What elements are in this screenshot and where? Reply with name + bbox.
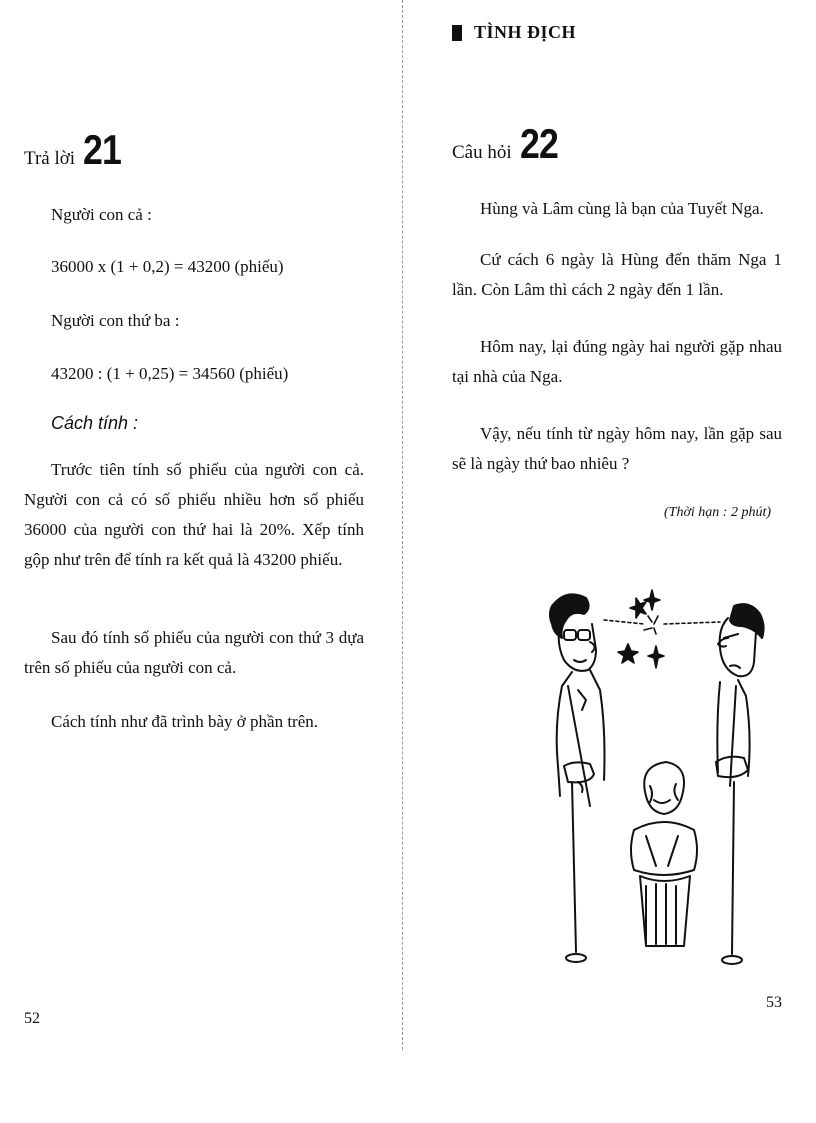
woman-figure bbox=[631, 762, 697, 946]
question-paragraph-2: Cứ cách 6 ngày là Hùng đến thăm Nga 1 lần. Còn Lâm thì cách 2 ngày đến 1 lần. bbox=[452, 250, 782, 299]
time-limit-note: (Thời hạn : 2 phút) bbox=[664, 505, 772, 520]
left-man-figure bbox=[550, 594, 605, 962]
method-paragraph-2: Sau đó tính số phiếu của người con thứ 3 dựa trên số phiếu của người con cả. bbox=[24, 628, 364, 677]
section-title bbox=[452, 22, 576, 43]
question-paragraph-3: Hôm nay, lại đúng ngày hai người gặp nhau tại nhà của Nga. bbox=[452, 337, 782, 386]
right-man-figure bbox=[716, 604, 764, 964]
third-child-formula: 43200 : (1 + 0,25) = 34560 (phiếu) bbox=[51, 364, 289, 383]
answer-heading-label: Trả lời bbox=[24, 148, 76, 169]
section-bullet-icon bbox=[452, 25, 462, 41]
eldest-child-formula: 36000 x (1 + 0,2) = 43200 (phiếu) bbox=[51, 257, 284, 276]
question-heading-label: Câu hỏi bbox=[452, 142, 512, 163]
question-paragraph-1: Hùng và Lâm cùng là bạn của Tuyết Nga. bbox=[480, 199, 764, 218]
spark-stars bbox=[604, 590, 720, 668]
page-number-right: 53 bbox=[766, 994, 782, 1011]
answer-heading bbox=[24, 126, 128, 174]
right-page bbox=[404, 0, 816, 1123]
eldest-child-label: Người con cả : bbox=[51, 205, 152, 224]
question-heading-number: 22 bbox=[519, 120, 558, 167]
method-paragraph-3: Cách tính như đã trình bày ở phần trên. bbox=[51, 712, 319, 731]
answer-heading-number: 21 bbox=[83, 126, 122, 173]
method-heading: Cách tính : bbox=[51, 413, 139, 433]
third-child-label: Người con thứ ba : bbox=[51, 311, 180, 330]
left-page bbox=[0, 0, 404, 1123]
rivals-illustration bbox=[538, 586, 798, 988]
method-paragraph-1: Trước tiên tính số phiếu của người con cả. Người con cả có số phiếu nhiều hơn số phiếu 36000 của người con thứ hai là 20%. Xếp tính gộp như trên để tính ra kết quả là 43200 phiếu. bbox=[24, 460, 364, 569]
section-title-text: TÌNH ĐỊCH bbox=[474, 22, 577, 42]
page-number-left: 52 bbox=[24, 1010, 40, 1027]
question-paragraph-4: Vậy, nếu tính từ ngày hôm nay, lần gặp sau sẽ là ngày thứ bao nhiêu ? bbox=[452, 424, 782, 473]
question-heading bbox=[452, 120, 564, 168]
